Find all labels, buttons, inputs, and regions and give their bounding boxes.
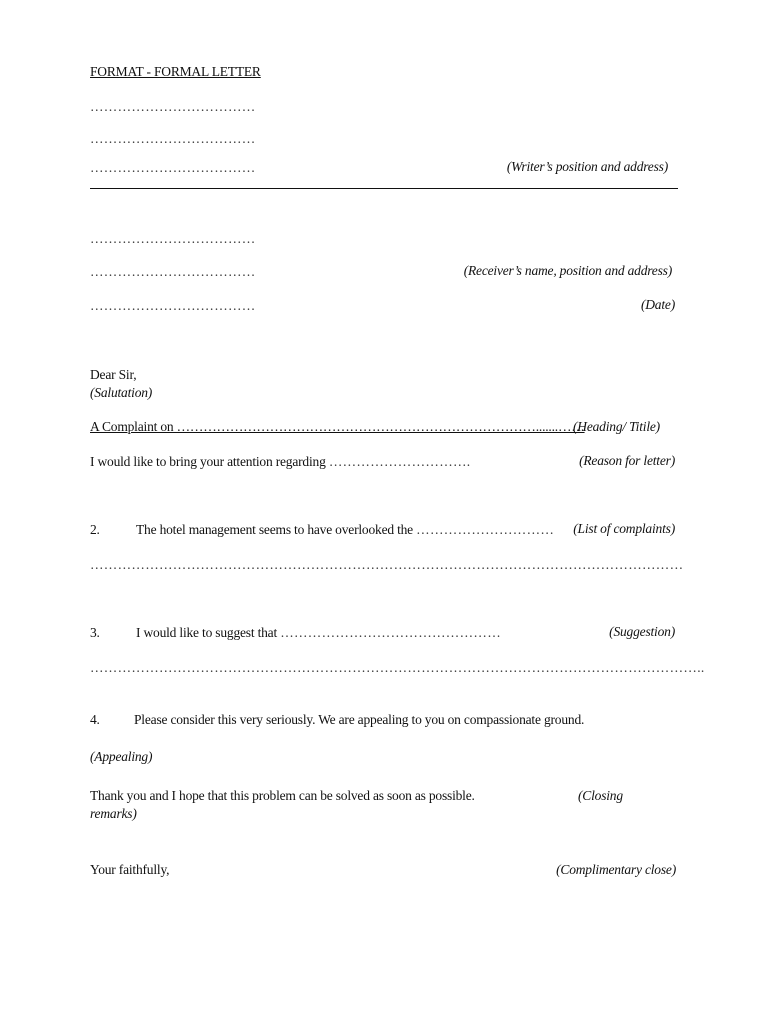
paragraph-1-text: I would like to bring your attention regarding [90, 454, 326, 469]
writer-note: (Writer’s position and address) [506, 159, 668, 174]
salutation-note: (Salutation) [90, 385, 153, 400]
paragraph-4-number: 4. [90, 712, 100, 727]
paragraph-2 [90, 522, 554, 538]
closing-note-b: remarks) [90, 806, 137, 821]
date-line: ……………………………… [90, 298, 256, 313]
paragraph-2-number: 2. [90, 522, 100, 537]
receiver-line-2: ……………………………… [90, 264, 256, 279]
paragraph-4 [90, 712, 584, 728]
paragraph-3-text: I would like to suggest that [136, 625, 278, 640]
paragraph-3-number: 3. [90, 625, 100, 640]
paragraph-2-text: The hotel management seems to have overlooked the [136, 522, 413, 537]
divider-rule [90, 188, 678, 189]
complimentary-close-text: Your faithfully, [90, 862, 170, 877]
salutation-text: Dear Sir, [90, 367, 137, 382]
heading-note: (Heading/ Titile) [573, 419, 660, 434]
closing-text: Thank you and I hope that this problem can be solved as soon as possible. [90, 788, 475, 803]
paragraph-2-dots: ………………………… [416, 522, 555, 537]
receiver-note: (Receiver’s name, position and address) [463, 263, 672, 278]
paragraph-3-note: (Suggestion) [609, 624, 675, 639]
paragraph-4-text: Please consider this very seriously. We are appealing to you on compassionate ground. [134, 712, 585, 727]
paragraph-3 [90, 625, 501, 641]
writer-line-2: ……………………………… [90, 131, 256, 146]
writer-line-3: ……………………………… [90, 160, 256, 175]
closing-note-a: (Closing [578, 788, 623, 803]
heading-line: A Complaint on ……………………………………………………………………….......…… [90, 419, 585, 434]
paragraph-2-fill-line: ………………………………………………………………………………………………………………… [90, 557, 684, 572]
date-note: (Date) [640, 297, 675, 312]
document-title: FORMAT - FORMAL LETTER [90, 64, 261, 79]
paragraph-1-dots: …………………………. [328, 454, 471, 469]
paragraph-3-fill-line: …………………………………………………………………………………………………………………….. [90, 660, 705, 675]
complimentary-close-note: (Complimentary close) [556, 862, 676, 877]
writer-line-1: ……………………………… [90, 99, 256, 114]
paragraph-3-dots: ………………………………………… [280, 625, 502, 640]
receiver-line-1: ……………………………… [90, 231, 256, 246]
paragraph-4-note: (Appealing) [90, 749, 153, 764]
paragraph-1-note: (Reason for letter) [579, 453, 675, 468]
paragraph-1 [90, 454, 471, 470]
paragraph-2-note: (List of complaints) [573, 521, 675, 536]
